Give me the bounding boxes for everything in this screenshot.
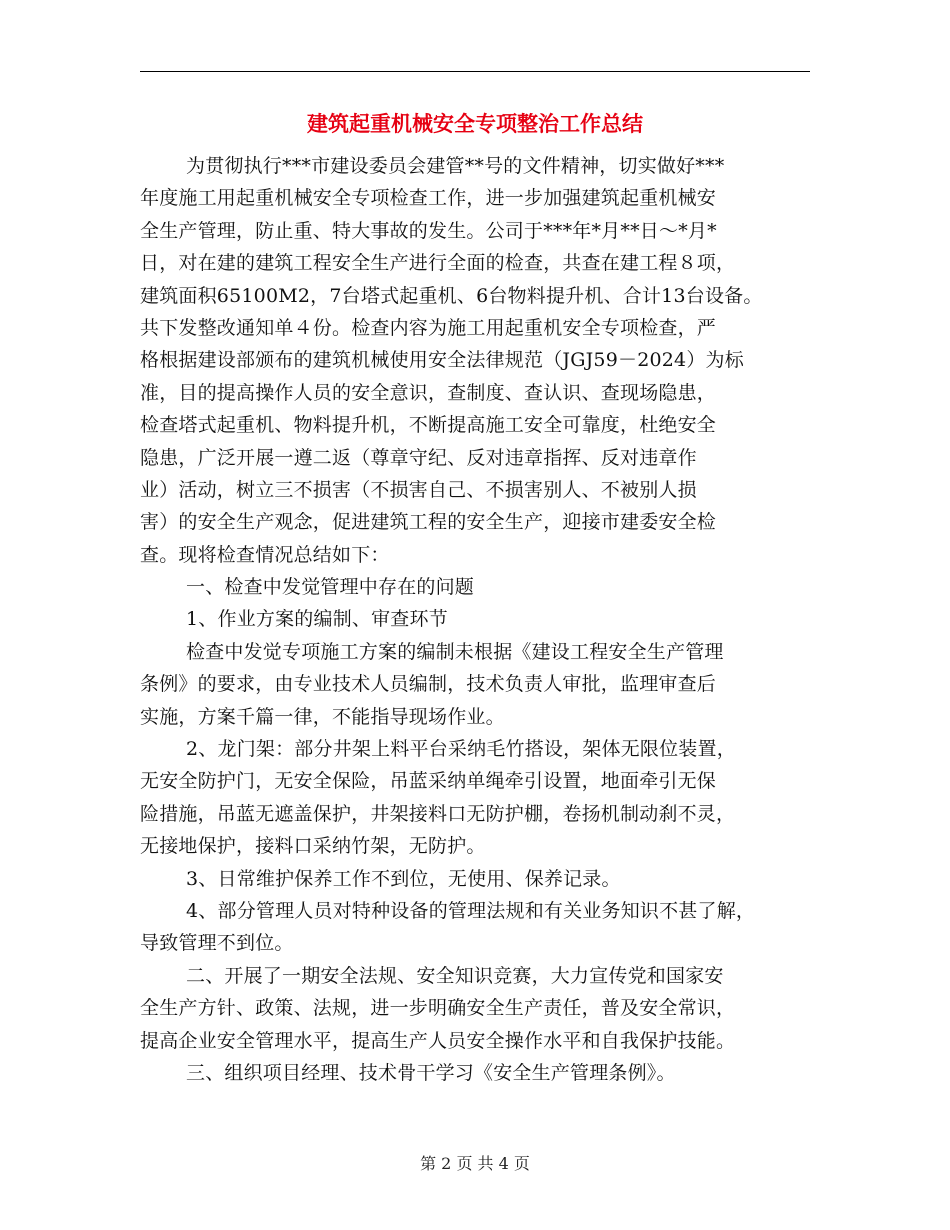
document-title: 建筑起重机械安全专项整治工作总结 xyxy=(307,111,643,136)
body-line: 准，目的提高操作人员的安全意识，查制度、查认识、查现场隐患， xyxy=(140,381,717,404)
body-line: 全生产管理，防止重、特大事故的发生。公司于***年*月**日～*月* xyxy=(140,219,717,242)
body-line: 全生产方针、政策、法规，进一步明确安全生产责任，普及安全常识， xyxy=(140,997,736,1020)
body-line: 年度施工用起重机械安全专项检查工作，进一步加强建筑起重机械安 xyxy=(140,187,717,210)
body-line: 业）活动，树立三不损害（不损害自己、不损害别人、不被别人损 xyxy=(140,478,697,501)
body-line: 无接地保护，接料口采纳竹架，无防护。 xyxy=(140,835,486,858)
body-line: 导致管理不到位。 xyxy=(140,932,294,955)
body-line: 实施，方案千篇一律，不能指导现场作业。 xyxy=(140,705,505,728)
body-line: 隐患，广泛开展一遵二返（尊章守纪、反对违章指挥、反对违章作 xyxy=(140,446,697,469)
body-line: 日，对在建的建筑工程安全生产进行全面的检查，共查在建工程８项， xyxy=(140,252,736,275)
body-line: 条例》的要求，由专业技术人员编制，技术负责人审批，监理审查后 xyxy=(140,673,717,696)
body-line: 无安全防护门，无安全保险，吊蓝采纳单绳牵引设置，地面牵引无保 xyxy=(140,770,717,793)
body-line: 1、作业方案的编制、审查环节 xyxy=(186,608,448,631)
page-number: 第 2 页 共 4 页 xyxy=(420,1154,530,1173)
body-line: 一、检查中发觉管理中存在的问题 xyxy=(186,576,475,599)
body-line: 建筑面积65100M2，7台塔式起重机、6台物料提升机、合计13台设备。 xyxy=(140,284,763,307)
body-line: 查。现将检查情况总结如下： xyxy=(140,543,390,566)
body-line: 二、开展了一期安全法规、安全知识竞赛，大力宣传党和国家安 xyxy=(186,964,724,987)
body-line: 4、部分管理人员对特种设备的管理法规和有关业务知识不甚了解， xyxy=(186,899,756,922)
body-line: 检查中发觉专项施工方案的编制未根据《建设工程安全生产管理 xyxy=(186,640,724,663)
body-line: 检查塔式起重机、物料提升机，不断提高施工安全可靠度，杜绝安全 xyxy=(140,414,717,437)
body-line: 共下发整改通知单４份。检查内容为施工用起重机安全专项检查，严 xyxy=(140,316,717,339)
body-line: 险措施，吊蓝无遮盖保护，井架接料口无防护棚，卷扬机制动刹不灵， xyxy=(140,802,736,825)
body-line: 2、龙门架：部分井架上料平台采纳毛竹搭设，架体无限位装置， xyxy=(186,738,736,761)
document-body xyxy=(140,150,810,1089)
body-line: 为贯彻执行***市建设委员会建管**号的文件精神，切实做好*** xyxy=(186,155,725,177)
body-line: 害）的安全生产观念，促进建筑工程的安全生产，迎接市建委安全检 xyxy=(140,511,717,534)
header-rule xyxy=(140,71,810,72)
body-line: 3、日常维护保养工作不到位，无使用、保养记录。 xyxy=(186,867,621,890)
body-line: 三、组织项目经理、技术骨干学习《安全生产管理条例》。 xyxy=(186,1061,676,1084)
body-line: 提高企业安全管理水平，提高生产人员安全操作水平和自我保护技能。 xyxy=(140,1029,736,1052)
body-line: 格根据建设部颁布的建筑机械使用安全法律规范（JGJ59－2024）为标 xyxy=(140,349,744,372)
